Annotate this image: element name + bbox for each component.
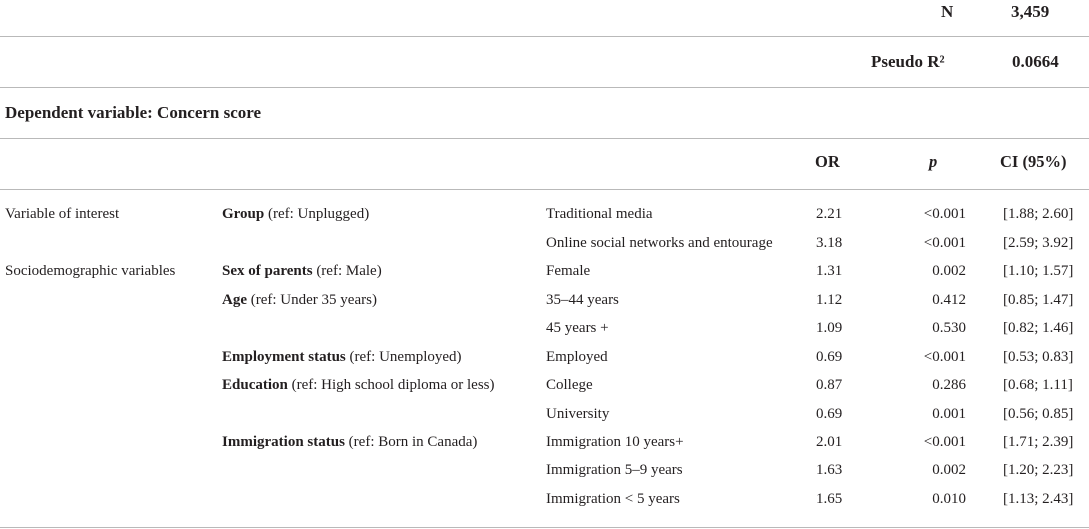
variable-name: Sex of parents (222, 263, 313, 279)
pseudo-r2-label: Pseudo R² (871, 52, 945, 71)
n-label: N (941, 2, 954, 21)
row-ci: [1.13; 2.43] (1003, 491, 1074, 507)
row-ci: [2.59; 3.92] (1003, 235, 1074, 251)
variable-name: Employment status (222, 349, 346, 365)
row-or: 0.69 (816, 406, 843, 422)
row-level: Immigration 10 years+ (546, 434, 684, 450)
col-header-or: OR (815, 152, 840, 171)
row-level: 45 years + (546, 320, 609, 336)
row-category: Sociodemographic variables (5, 263, 176, 279)
row-level: Immigration < 5 years (546, 491, 680, 507)
row-p: 0.002 (932, 263, 966, 279)
row-p: <0.001 (923, 349, 966, 365)
rule-3 (0, 138, 1089, 139)
row-ci: [0.53; 0.83] (1003, 349, 1074, 365)
row-p: 0.001 (932, 406, 966, 422)
row-variable (222, 350, 462, 365)
row-ci: [1.10; 1.57] (1003, 263, 1074, 279)
row-or: 1.63 (816, 462, 843, 478)
variable-name: Immigration status (222, 434, 345, 450)
rule-4 (0, 189, 1089, 190)
row-ci: [0.68; 1.11] (1003, 377, 1073, 393)
row-level: 35–44 years (546, 292, 619, 308)
row-p: 0.286 (932, 377, 966, 393)
row-variable (222, 207, 369, 222)
row-p: <0.001 (923, 235, 966, 251)
row-or: 1.65 (816, 491, 843, 507)
variable-reference: (ref: Under 35 years) (247, 292, 377, 308)
row-p: <0.001 (923, 206, 966, 222)
row-ci: [0.56; 0.85] (1003, 406, 1074, 422)
row-level: Immigration 5–9 years (546, 462, 683, 478)
row-ci: [1.20; 2.23] (1003, 462, 1074, 478)
row-p: 0.412 (932, 292, 966, 308)
row-variable (222, 264, 382, 279)
row-variable (222, 293, 377, 308)
row-or: 1.09 (816, 320, 843, 336)
row-level: Online social networks and entourage (546, 235, 773, 251)
row-or: 1.31 (816, 263, 843, 279)
row-or: 0.69 (816, 349, 843, 365)
rule-1 (0, 36, 1089, 37)
pseudo-r2-value: 0.0664 (1012, 52, 1059, 71)
row-category: Variable of interest (5, 206, 120, 222)
variable-name: Group (222, 206, 265, 222)
rule-5 (0, 527, 1089, 528)
col-header-ci: CI (95%) (1000, 152, 1067, 171)
row-ci: [0.82; 1.46] (1003, 320, 1074, 336)
row-or: 2.01 (816, 434, 843, 450)
row-ci: [1.88; 2.60] (1003, 206, 1074, 222)
variable-reference: (ref: Unplugged) (264, 206, 370, 222)
row-ci: [1.71; 2.39] (1003, 434, 1074, 450)
row-ci: [0.85; 1.47] (1003, 292, 1074, 308)
row-level: College (546, 377, 593, 393)
variable-reference: (ref: Born in Canada) (344, 434, 478, 450)
dependent-variable-title: Dependent variable: Concern score (5, 103, 262, 122)
row-or: 2.21 (816, 206, 843, 222)
row-p: <0.001 (923, 434, 966, 450)
row-variable (222, 435, 477, 450)
variable-reference: (ref: Unemployed) (345, 349, 462, 365)
variable-reference: (ref: High school diploma or less) (287, 377, 495, 393)
row-level: Traditional media (546, 206, 653, 222)
row-variable (222, 378, 494, 393)
row-level: University (546, 406, 610, 422)
row-level: Employed (546, 349, 608, 365)
row-p: 0.010 (932, 491, 966, 507)
row-p: 0.530 (932, 320, 966, 336)
row-or: 3.18 (816, 235, 843, 251)
variable-name: Age (222, 292, 247, 308)
row-or: 0.87 (816, 377, 843, 393)
rule-2 (0, 87, 1089, 88)
variable-reference: (ref: Male) (312, 263, 382, 279)
row-or: 1.12 (816, 292, 843, 308)
variable-name: Education (222, 377, 288, 393)
row-p: 0.002 (932, 462, 966, 478)
row-level: Female (546, 263, 591, 279)
n-value: 3,459 (1011, 2, 1050, 21)
col-header-p: p (929, 152, 938, 171)
